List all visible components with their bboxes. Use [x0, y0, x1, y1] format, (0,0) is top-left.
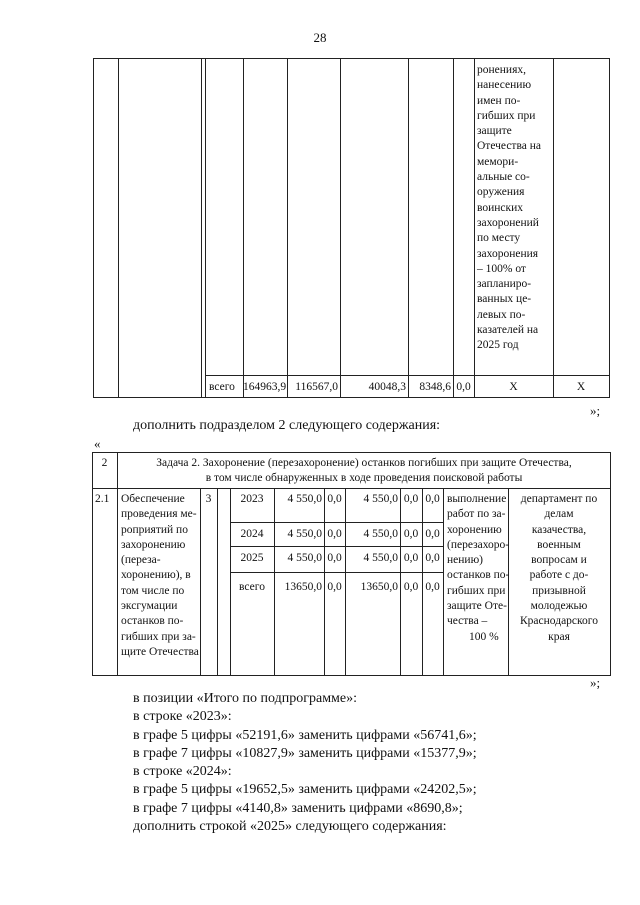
- event-line: роприятий по: [121, 523, 188, 536]
- total-value: 116567,0: [295, 381, 338, 393]
- amount-cell: 13650,0: [360, 581, 398, 593]
- result-line: чества –: [447, 615, 488, 628]
- description-line: 2025 год: [477, 339, 519, 352]
- description-line: защите: [477, 125, 512, 138]
- event-line: (переза-: [121, 554, 161, 567]
- executor-line: департамент по: [520, 493, 598, 505]
- total-value: 0,0: [456, 381, 471, 393]
- description-line: запланиро-: [477, 278, 532, 291]
- description-line: захоронения: [477, 247, 539, 260]
- amendment-line: дополнить строкой «2025» следующего содержания:: [133, 819, 447, 835]
- description-line: – 100% от: [477, 262, 526, 275]
- result-line: гибших при: [447, 584, 506, 597]
- result-line: защите Оте-: [447, 600, 507, 613]
- total-value: 8348,6: [419, 381, 451, 393]
- amount-cell: 0,0: [425, 528, 440, 540]
- indicator-description: [477, 63, 554, 354]
- event-line: эксгумации: [121, 600, 178, 613]
- description-line: по месту: [477, 232, 521, 245]
- amount-cell: 0,0: [327, 552, 342, 564]
- executor-line: вопросам и: [531, 554, 587, 567]
- amendment-line: в строке «2023»:: [133, 709, 232, 725]
- event-line: захоронению: [121, 538, 186, 551]
- page-number: 28: [313, 30, 327, 45]
- section-number: 2: [101, 457, 108, 469]
- event-line: проведения ме-: [121, 508, 197, 521]
- amount-cell: 0,0: [403, 581, 419, 593]
- result-line: работ по за-: [447, 508, 506, 521]
- event-line: щите Отечества: [121, 645, 199, 658]
- task-title: [117, 456, 611, 487]
- executor-line: делам: [544, 508, 574, 521]
- amendment-list: [133, 690, 477, 836]
- amendment-line: в графе 7 цифры «10827,9» заменить цифрами «15377,9»;: [133, 745, 477, 761]
- intro-text: дополнить подразделом 2 следующего содержания:: [133, 418, 441, 433]
- task-title-line: в том числе обнаруженных в ходе проведения поисковой работы: [205, 472, 523, 485]
- total-x-mark: X: [509, 381, 518, 393]
- amount-cell: 4 550,0: [287, 552, 322, 564]
- amendment-line: в строке «2024»:: [133, 764, 232, 780]
- amount-cell: 4 550,0: [363, 552, 398, 564]
- task-title-line: Задача 2. Захоронение (перезахоронение) останков погибших при защите Отечества,: [156, 457, 572, 469]
- amount-cell: 0,0: [403, 528, 419, 540]
- executor-line: работе с до-: [529, 569, 589, 582]
- amount-cell: 0,0: [425, 493, 440, 505]
- year-cell: 2025: [240, 552, 264, 564]
- description-line: нанесению: [477, 79, 532, 92]
- description-line: оружения: [477, 186, 525, 199]
- result-line: останков по-: [447, 569, 510, 582]
- amount-cell: 4 550,0: [287, 493, 322, 505]
- description-line: мемори-: [477, 155, 519, 168]
- event-line: том числе по: [121, 584, 185, 597]
- amendment-line: в графе 5 цифры «19652,5» заменить цифрами «24202,5»;: [133, 782, 477, 798]
- year-cell: 2024: [240, 528, 264, 540]
- total-value: 40048,3: [368, 381, 406, 393]
- amount-cell: 4 550,0: [363, 528, 398, 540]
- description-line: Отечества на: [477, 140, 541, 153]
- result-line: нению): [447, 554, 483, 567]
- year-cell: 2023: [240, 493, 264, 505]
- amount-cell: 0,0: [425, 581, 440, 593]
- amount-cell: 13650,0: [284, 581, 322, 593]
- year-cell: всего: [239, 581, 265, 593]
- description-line: казателей на: [477, 324, 539, 337]
- opening-quote: «: [94, 436, 101, 451]
- description-line: ронениях,: [477, 64, 526, 76]
- amendment-line: в графе 5 цифры «52191,6» заменить цифрами «56741,6»;: [133, 727, 477, 743]
- result-line: 100 %: [469, 630, 499, 643]
- result-line: (перезахоро-: [447, 538, 510, 551]
- item-number: 2.1: [95, 493, 110, 505]
- event-line: гибших при за-: [121, 630, 196, 643]
- description-line: гибших при: [477, 109, 536, 122]
- total-value: 164963,9: [243, 381, 287, 393]
- result-line: выполнение: [447, 493, 507, 505]
- result-indicator: [447, 492, 509, 645]
- responsible-executor: [508, 492, 610, 645]
- subsection-table: [92, 452, 611, 676]
- total-x-mark: X: [576, 381, 586, 393]
- executor-line: Краснодарского: [520, 615, 598, 628]
- description-line: левых по-: [477, 308, 526, 321]
- amount-cell: 0,0: [327, 528, 342, 540]
- event-description: [121, 492, 199, 660]
- result-line: хоронению: [447, 523, 502, 536]
- amount-cell: 0,0: [425, 552, 440, 564]
- description-line: имен по-: [477, 94, 521, 107]
- event-line: Обеспечение: [121, 493, 185, 505]
- executor-line: казачества,: [531, 523, 587, 536]
- executor-line: призывной: [532, 584, 586, 597]
- source-number: 3: [205, 493, 212, 505]
- event-line: останков по-: [121, 615, 184, 628]
- description-line: воинских: [477, 201, 524, 214]
- continuation-table: [93, 58, 610, 398]
- executor-line: края: [548, 630, 570, 643]
- total-label: всего: [209, 381, 235, 393]
- closing-mark: »;: [590, 403, 601, 418]
- amount-cell: 0,0: [403, 493, 419, 505]
- description-line: альные со-: [477, 171, 530, 184]
- executor-line: молодежью: [530, 600, 588, 613]
- executor-line: военным: [537, 538, 581, 551]
- amount-cell: 4 550,0: [363, 493, 398, 505]
- amount-cell: 0,0: [403, 552, 419, 564]
- description-line: захоронений: [477, 216, 539, 229]
- event-line: хоронению), в: [121, 569, 191, 582]
- amount-cell: 0,0: [327, 581, 342, 593]
- amendment-line: в позиции «Итого по подпрограмме»:: [133, 691, 358, 706]
- description-line: ванных це-: [477, 293, 532, 306]
- amendment-line: в графе 7 цифры «4140,8» заменить цифрами «8690,8»;: [133, 800, 463, 816]
- amount-cell: 0,0: [327, 493, 342, 505]
- amount-cell: 4 550,0: [287, 528, 322, 540]
- closing-mark: »;: [590, 675, 601, 690]
